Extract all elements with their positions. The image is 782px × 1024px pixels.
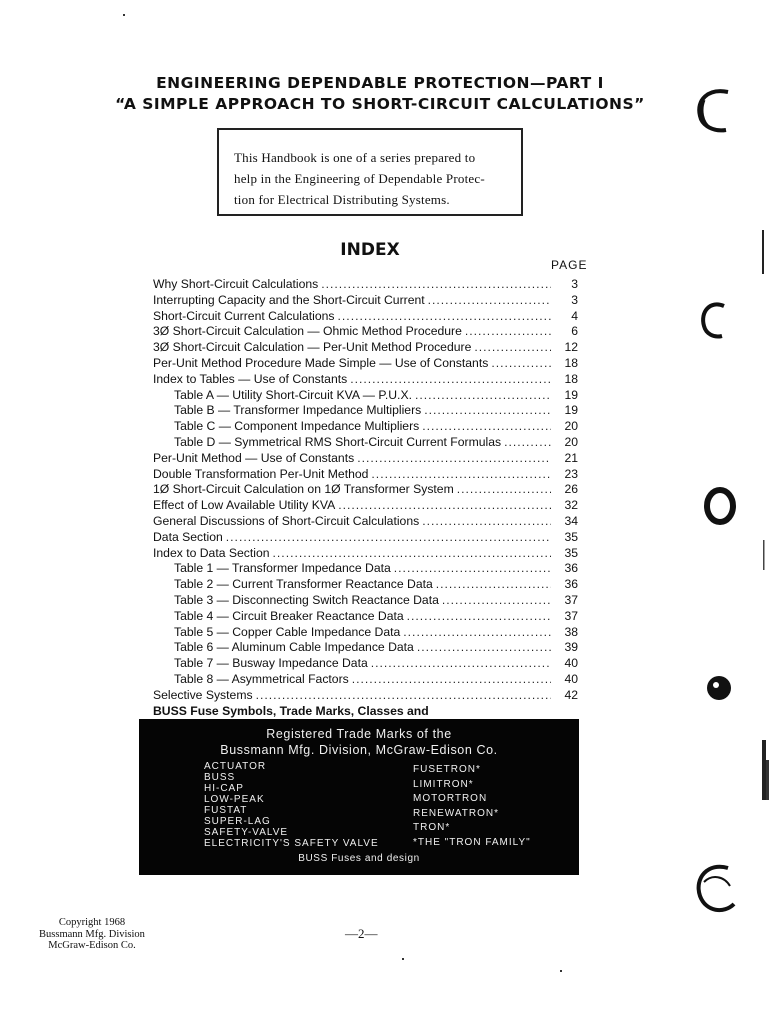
- trademarks-right-list: [413, 763, 531, 850]
- dot-leader: [371, 467, 551, 483]
- index-entry: [153, 372, 578, 388]
- index-entry-label: Table 1 — Transformer Impedance Data: [174, 561, 391, 576]
- trademark-item: FUSTAT: [204, 805, 248, 816]
- binder-holes-artifact: [690, 70, 780, 950]
- dot-leader: [474, 340, 551, 356]
- index-entry-page: 20: [564, 419, 578, 434]
- margin-mark: [762, 230, 764, 274]
- index-entry: [153, 340, 578, 356]
- index-entry-page: 4: [571, 308, 578, 323]
- binder-hole-shape: [704, 877, 730, 886]
- index-entry: [153, 688, 578, 704]
- index-entry-label: Table C — Component Impedance Multipliers: [174, 419, 420, 434]
- dot-leader: [338, 498, 551, 514]
- dot-leader: [417, 640, 551, 656]
- index-entry-page: 3: [571, 292, 578, 307]
- trademark-item: TRON*: [413, 822, 451, 833]
- index-entry-page: 40: [564, 671, 578, 686]
- index-entry: [153, 293, 578, 309]
- index-entry: [153, 435, 578, 451]
- index-entry: [153, 467, 578, 483]
- index-heading: INDEX: [340, 240, 400, 260]
- index-entry-label: Table 5 — Copper Cable Impedance Data: [174, 624, 401, 639]
- index-entry-label: 1Ø Short-Circuit Calculation on 1Ø Transformer System: [153, 482, 454, 497]
- index-entry-label: 3Ø Short-Circuit Calculation — Ohmic Method Procedure: [153, 324, 462, 339]
- index-entry: [153, 451, 578, 467]
- index-entry-label: Table D — Symmetrical RMS Short-Circuit Current Formulas: [174, 434, 502, 449]
- index-entry-label: Index to Data Section: [153, 545, 270, 560]
- trademark-item: *THE "TRON FAMILY": [413, 836, 531, 848]
- dot-leader: [407, 609, 551, 625]
- index-entry-page: 42: [564, 687, 578, 702]
- dot-leader: [352, 672, 551, 688]
- trademarks-footer: BUSS Fuses and design: [298, 853, 420, 864]
- trademark-item: SUPER-LAG: [204, 816, 271, 827]
- index-entry-page: 12: [564, 340, 578, 355]
- dot-leader: [403, 625, 551, 641]
- index-entry-page: 18: [564, 371, 578, 386]
- copyright-line: Bussmann Mfg. Division: [39, 928, 145, 940]
- binder-hole-shape: [713, 682, 719, 688]
- index-entry-page: 37: [564, 592, 578, 607]
- dot-leader: [457, 482, 551, 498]
- index-entry: [153, 388, 578, 404]
- document-title: ENGINEERING DEPENDABLE PROTECTION—PART I: [156, 74, 604, 92]
- index-entry-page: 34: [564, 513, 578, 528]
- index-entry: [153, 656, 578, 672]
- index-entry-label: Data Section: [153, 529, 223, 544]
- index-entry-page: 40: [564, 656, 578, 671]
- dot-leader: [273, 546, 551, 562]
- dot-leader: [394, 561, 551, 577]
- index-entry-label: Short-Circuit Current Calculations: [153, 308, 335, 323]
- index-entry: [153, 577, 578, 593]
- trademarks-panel: [139, 719, 579, 875]
- dot-leader: [491, 356, 551, 372]
- dot-leader: [465, 324, 551, 340]
- dot-leader: [415, 388, 551, 404]
- trademark-item: BUSS: [204, 772, 236, 783]
- index-entry-label: Selective Systems: [153, 687, 253, 702]
- index-entry: [153, 640, 578, 656]
- trademark-item: HI-CAP: [204, 783, 244, 794]
- index-entry: [153, 546, 578, 562]
- copyright-notice: [32, 917, 152, 952]
- index-entry-label: Table 2 — Current Transformer Reactance Data: [174, 577, 433, 592]
- margin-mark: [762, 740, 766, 800]
- index-entry: [153, 498, 578, 514]
- index-entry: [153, 277, 578, 293]
- index-entry-page: 19: [564, 403, 578, 418]
- trademark-item: ACTUATOR: [204, 761, 267, 772]
- trademark-item: SAFETY-VALVE: [204, 827, 289, 838]
- trademark-item: LOW-PEAK: [204, 794, 265, 805]
- dot-leader: [424, 403, 551, 419]
- dot-leader: [321, 277, 551, 293]
- dot-leader: [422, 514, 551, 530]
- index-entry-page: 32: [564, 498, 578, 513]
- intro-box: [217, 128, 523, 216]
- index-entry-label: Table A — Utility Short-Circuit KVA — P.U.X.: [174, 387, 412, 402]
- binder-hole-shape: [699, 867, 734, 910]
- trademarks-owner: Bussmann Mfg. Division, McGraw-Edison Co.: [220, 743, 498, 757]
- dot-leader: [226, 530, 551, 546]
- index-entry: [153, 593, 578, 609]
- copyright-line: Copyright 1968: [58, 917, 126, 928]
- index-entry-page: 23: [564, 466, 578, 481]
- trademarks-heading: Registered Trade Marks of the: [266, 727, 452, 741]
- dot-leader: [504, 435, 551, 451]
- index-entry-page: 26: [564, 482, 578, 497]
- dot-leader: [422, 419, 551, 435]
- index-entry-page: 37: [564, 608, 578, 623]
- index-entry-label: Effect of Low Available Utility KVA: [153, 498, 336, 513]
- index-entry-label: Per-Unit Method — Use of Constants: [153, 450, 355, 465]
- index-entry-page: 35: [564, 545, 578, 560]
- index-entry-label: Index to Tables — Use of Constants: [153, 371, 348, 386]
- trademarks-left-list: [204, 761, 379, 849]
- index-entry-label: General Discussions of Short-Circuit Calculations: [153, 513, 420, 528]
- index-entry: [153, 704, 578, 718]
- page-number: —2—: [345, 926, 378, 941]
- index-entry-page: 35: [564, 529, 578, 544]
- trademark-item: FUSETRON*: [413, 764, 481, 775]
- index-entry-page: 18: [564, 355, 578, 370]
- scan-speck: [560, 970, 562, 972]
- index-entry: [153, 419, 578, 435]
- index-entry: [153, 625, 578, 641]
- index-entry-page: 6: [571, 324, 578, 339]
- margin-mark: [766, 760, 769, 800]
- dot-leader: [436, 577, 551, 593]
- index-entry-label: Table 3 — Disconnecting Switch Reactance Data: [174, 592, 439, 607]
- index-entry: [153, 530, 578, 546]
- dot-leader: [428, 293, 551, 309]
- dot-leader: [256, 688, 551, 704]
- copyright-line: McGraw-Edison Co.: [48, 940, 136, 951]
- index-entry-label: Per-Unit Method Procedure Made Simple — Use of Constants: [153, 355, 489, 370]
- index-entry-page: 36: [564, 577, 578, 592]
- trademark-item: ELECTRICITY'S SAFETY VALVE: [204, 838, 379, 849]
- index-entry-label: Table 7 — Busway Impedance Data: [174, 656, 368, 671]
- scan-speck: [123, 14, 125, 16]
- index-entry-page: 38: [564, 624, 578, 639]
- index-entry: [153, 324, 578, 340]
- page-column-heading: PAGE: [551, 258, 588, 272]
- index-entry-label: BUSS Fuse Symbols, Trade Marks, Classes and: [153, 703, 429, 718]
- index-entry-page: 19: [564, 387, 578, 402]
- index-entry-label: 3Ø Short-Circuit Calculation — Per-Unit Method Procedure: [153, 340, 472, 355]
- index-entry-page: 21: [564, 450, 578, 465]
- index-entry-page: 39: [564, 640, 578, 655]
- index-entry: [153, 672, 578, 688]
- index-entry-page: 36: [564, 561, 578, 576]
- index-entry-label: Table 6 — Aluminum Cable Impedance Data: [174, 640, 414, 655]
- margin-mark: [763, 540, 765, 570]
- binder-hole-shape: [707, 490, 733, 522]
- index-entry-label: Why Short-Circuit Calculations: [153, 277, 319, 291]
- index-entry: [153, 356, 578, 372]
- document-subtitle: “A SIMPLE APPROACH TO SHORT-CIRCUIT CALCULATIONS”: [115, 95, 645, 113]
- index-entry-label: Table 4 — Circuit Breaker Reactance Data: [174, 608, 404, 623]
- trademark-item: LIMITRON*: [413, 778, 474, 790]
- index-entry-label: Interrupting Capacity and the Short-Circuit Current: [153, 292, 425, 307]
- index-entry-page: 20: [564, 434, 578, 449]
- intro-line: tion for Electrical Distributing Systems.: [234, 192, 450, 207]
- index-entry: [153, 514, 578, 530]
- index-entry-label: Double Transformation Per-Unit Method: [153, 466, 369, 481]
- dot-leader: [357, 451, 551, 467]
- binder-hole-shape: [707, 676, 731, 700]
- dot-leader: [371, 656, 551, 672]
- scan-speck: [402, 958, 404, 960]
- binder-hole-shape: [699, 91, 728, 130]
- intro-line: This Handbook is one of a series prepared to: [234, 150, 476, 165]
- dot-leader: [338, 309, 551, 325]
- trademark-item: MOTORTRON: [413, 793, 488, 804]
- trademark-item: RENEWATRON*: [413, 807, 499, 819]
- index-entry: [153, 403, 578, 419]
- index-entry: [153, 609, 578, 625]
- index-list: [153, 277, 578, 733]
- dot-leader: [442, 593, 551, 609]
- index-entry: [153, 561, 578, 577]
- index-entry-page: 3: [571, 277, 578, 291]
- index-entry-label: Table B — Transformer Impedance Multipliers: [174, 403, 422, 418]
- index-entry-label: Table 8 — Asymmetrical Factors: [174, 671, 349, 686]
- dot-leader: [350, 372, 551, 388]
- index-entry: [153, 309, 578, 325]
- binder-hole-shape: [703, 304, 724, 336]
- intro-line: help in the Engineering of Dependable Protec-: [234, 171, 485, 186]
- index-entry: [153, 482, 578, 498]
